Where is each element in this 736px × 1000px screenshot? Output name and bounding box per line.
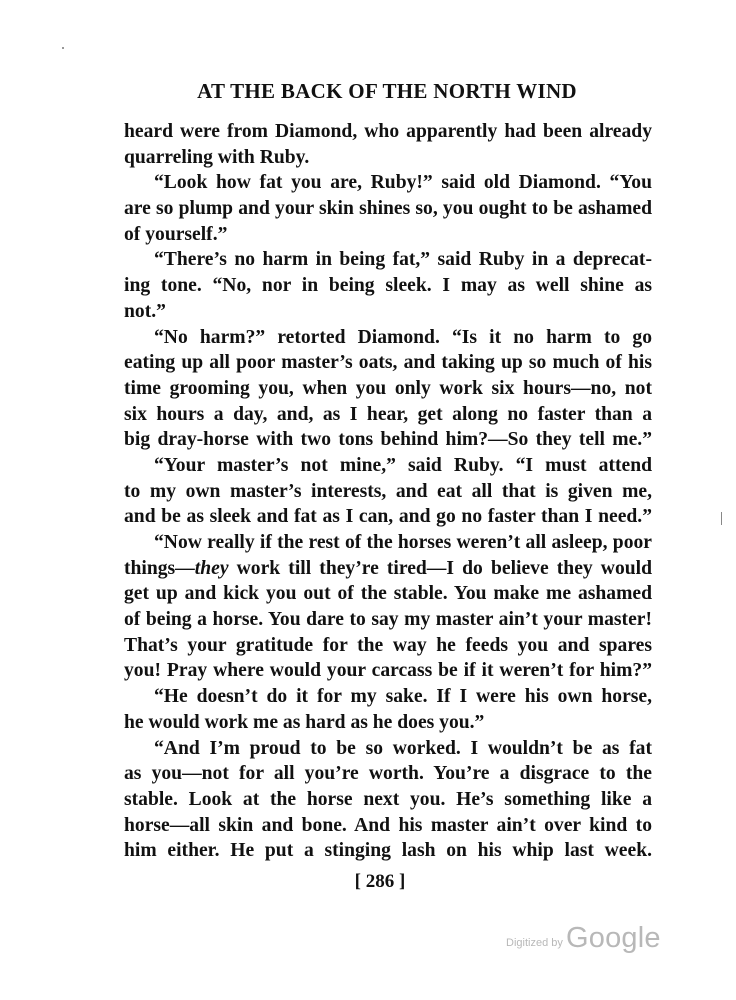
text-line: heard were from Diamond, who apparently had been already [124,121,652,142]
google-logo: Google [566,922,661,954]
text-line: get up and kick you out of the stable. You make me ashamed [124,583,652,605]
text-line: you! Pray where would your carcass be if it weren’t for him?” [124,660,652,682]
text-line: as you—not for all you’re worth. You’re a disgrace to the [124,763,652,785]
text-line: “Now really if the rest of the horses weren’t all asleep, poor [154,532,652,553]
body-text [124,119,652,864]
text-line: to my own master’s interests, and eat all that is given me, [124,480,652,502]
text-line: quarreling with Ruby. [124,146,310,168]
text-line: stable. Look at the horse next you. He’s something like a [124,788,652,810]
text-line: “No harm?” retorted Diamond. “Is it no harm to go [154,326,652,348]
watermark-caption: Digitized by [506,937,563,949]
text-line: eating up all poor master’s oats, and taking up so much of his [124,352,652,374]
scan-speck [62,47,64,49]
margin-mark [721,512,722,525]
page-number: [ 286 ] [354,871,406,892]
text-line: “He doesn’t do it for my sake. If I were his own horse, [154,686,652,708]
text-line: of yourself.” [124,223,228,245]
text-line: “Your master’s not mine,” said Ruby. “I must attend [154,454,652,476]
text-line: and be as sleek and fat as I can, and go no faster than I need.” [124,506,652,528]
text-line: “Look how fat you are, Ruby!” said old Diamond. “You [154,172,652,194]
text-line: him either. He put a stinging lash on his whip last week. [124,840,652,862]
text-line: “There’s no harm in being fat,” said Ruby in a deprecat- [154,249,652,271]
text-line: big dray-horse with two tons behind him?—So they tell me.” [124,429,652,451]
digitized-watermark [506,922,666,958]
text-line: are so plump and your skin shines so, you ought to be ashamed [124,198,652,220]
text-line: “And I’m proud to be so worked. I wouldn’t be as fat [154,737,652,759]
text-line: horse—all skin and bone. And his master ain’t over kind to [124,814,652,836]
running-title: AT THE BACK OF THE NORTH WIND [197,79,577,103]
text-segment: things— [124,557,195,579]
text-line [124,556,652,582]
text-line: of being a horse. You dare to say my master ain’t your master! [124,609,652,631]
text-line: ing tone. “No, nor in being sleek. I may as well shine as [124,275,652,297]
text-line: not.” [124,300,166,322]
italic-word: they [194,557,229,579]
text-line: time grooming you, when you only work six hours—no, not [124,377,652,399]
text-line: six hours a day, and, as I hear, get along no faster than a [124,403,652,425]
text-line: he would work me as hard as he does you.” [124,711,485,733]
text-line: That’s your gratitude for the way he feeds you and spares [124,634,652,656]
text-segment: work till they’re tired—I do believe they would [228,557,652,579]
